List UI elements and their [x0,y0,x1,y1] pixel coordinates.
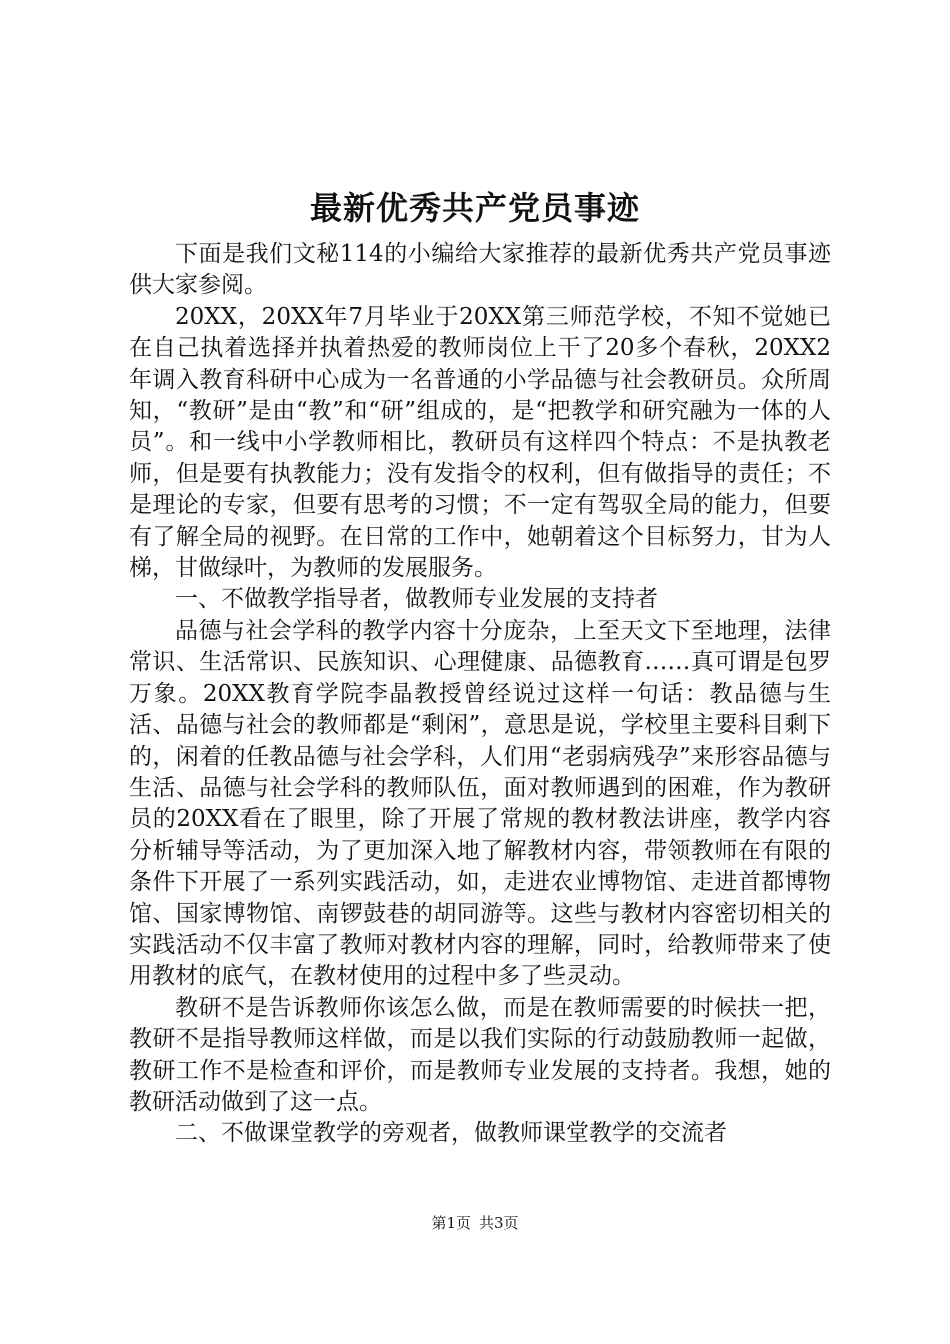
paragraph-biography: 20XX，20XX年7月毕业于20XX第三师范学校，不知不觉她已在自己执着选择并执着热爱的教师岗位上干了20多个春秋，20XX2年调入教育科研中心成为一名普通的小学品德与社会教研员。众所周知，“教研”是由“教”和“研”组成的，是“把教学和研究融为一体的人员”。和一线中小学教师相比，教研员有这样四个特点：不是执教老师，但是要有执教能力；没有发指令的权利，但有做指导的责任；不是理论的专家，但要有思考的习惯；不一定有驾驭全局的能力，但要有了解全局的视野。在日常的工作中，她朝着这个目标努力，甘为人梯，甘做绿叶，为教师的发展服务。 [129,303,831,582]
page-number: 第1页 [431,1214,471,1232]
document-title: 最新优秀共产党员事迹 [309,189,640,227]
document-body [129,239,831,1150]
page-total: 共3页 [479,1214,519,1232]
page-footer [0,1212,950,1234]
paragraph-section-1-summary: 教研不是告诉教师你该怎么做，而是在教师需要的时候扶一把，教研不是指导教师这样做，而是以我们实际的行动鼓励教师一起做，教研工作不是检查和评价，而是教师专业发展的支持者。我想，她的教研活动做到了这一点。 [129,994,831,1115]
paragraph-section-1-body: 品德与社会学科的教学内容十分庞杂，上至天文下至地理，法律常识、生活常识、民族知识、心理健康、品德教育……真可谓是包罗万象。20XX教育学院李晶教授曾经说过这样一句话：教品德与生活、品德与社会的教师都是“剩闲”，意思是说，学校里主要科目剩下的，闲着的任教品德与社会学科，人们用“老弱病残孕”来形容品德与生活、品德与社会学科的教师队伍，面对教师遇到的困难，作为教研员的20XX看在了眼里，除了开展了常规的教材教法讲座，教学内容分析辅导等活动，为了更加深入地了解教材内容，带领教师在有限的条件下开展了一系列实践活动，如，走进农业博物馆、走进首都博物馆、国家博物馆、南锣鼓巷的胡同游等。这些与教材内容密切相关的实践活动不仅丰富了教师对教材内容的理解，同时，给教师带来了使用教材的底气，在教材使用的过程中多了些灵动。 [129,617,831,990]
paragraph-intro: 下面是我们文秘114的小编给大家推荐的最新优秀共产党员事迹供大家参阅。 [129,241,831,299]
section-heading-2: 二、不做课堂教学的旁观者，做教师课堂教学的交流者 [175,1120,727,1147]
section-heading-1: 一、不做教学指导者，做教师专业发展的支持者 [175,586,658,613]
